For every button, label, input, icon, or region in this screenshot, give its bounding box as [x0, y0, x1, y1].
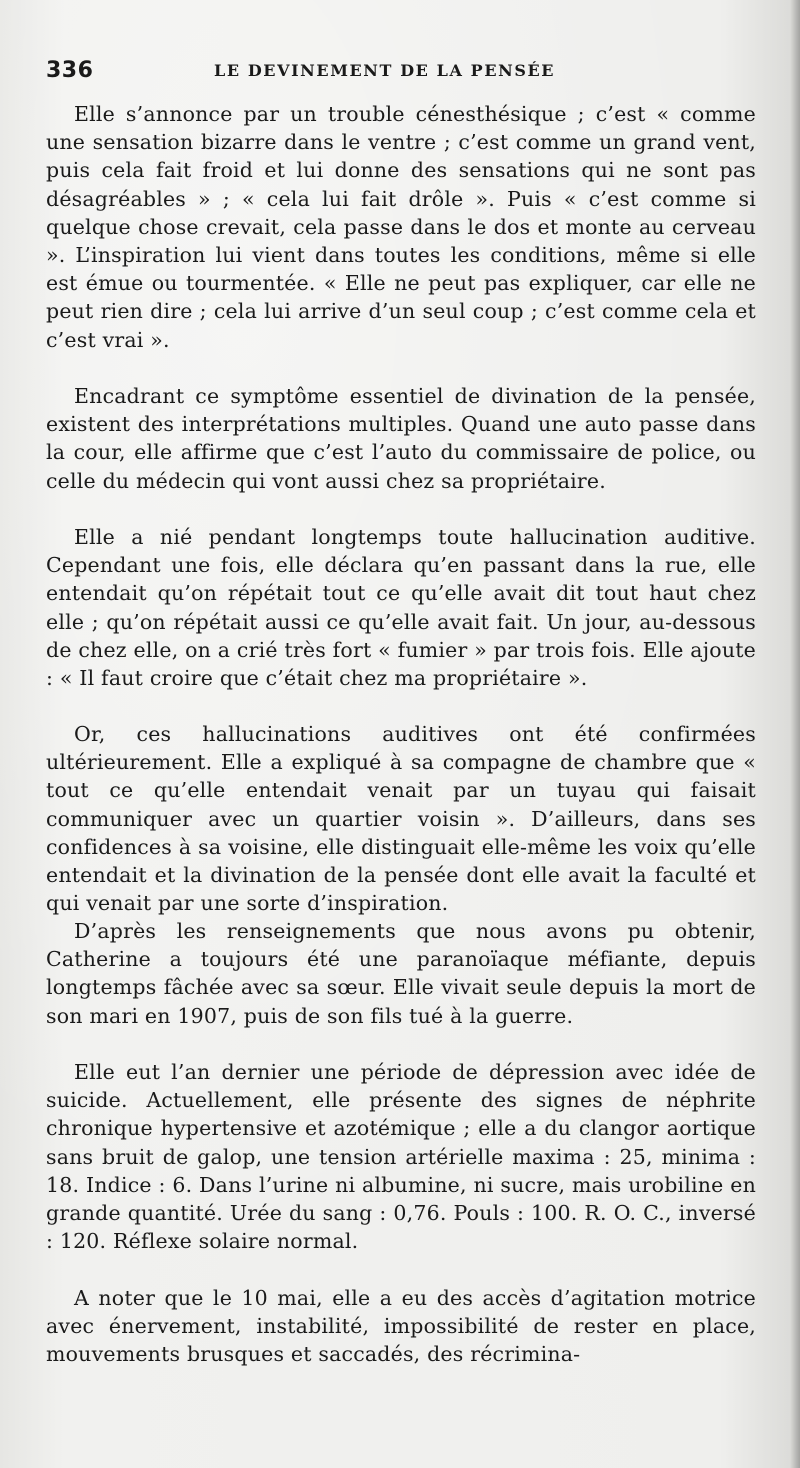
body-text: [46, 100, 756, 1369]
paragraph-interpretations: Encadrant ce symptôme essentiel de divination de la pensée, existent des interprétations multiples. Quand une auto passe dans la cour, elle affirme que c’est l’auto du commissaire de police, ou celle du médecin qui vont aussi chez sa propriétaire.: [46, 384, 756, 493]
page-header: [46, 58, 756, 88]
running-title: LE DEVINEMENT DE LA PENSÉE: [214, 61, 556, 80]
paragraph-hallucinations: Elle a nié pendant longtemps toute hallucination auditive. Cependant une fois, elle déclara qu’en passant dans la rue, elle entendait qu’on répétait tout ce qu’elle avait dit tout haut chez elle ; qu’on répétait aussi ce qu’elle avait fait. Un jour, au-dessous de chez elle, on a crié très fort « fumier » par trois fois. Elle ajoute : « Il faut croire que c’était chez ma propriétaire ».: [46, 525, 756, 691]
paragraph-history: D’après les renseignements que nous avons pu obtenir, Catherine a toujours été une paranoïaque méfiante, depuis longtemps fâchée avec sa sœur. Elle vivait seule depuis la mort de son mari en 1907, puis de son fils tué à la guerre.: [46, 919, 756, 1028]
paragraph-confirmation: Or, ces hallucinations auditives ont été confirmées ultérieurement. Elle a expliqué à sa compagne de chambre que « tout ce qu’elle entendait venait par un tuyau qui faisait communiquer avec un quartier voisin ». D’ailleurs, dans ses confidences à sa voisine, elle distinguait elle-même les voix qu’elle entendait et la divination de la pensée dont elle avait la faculté et qui venait par une sorte d’inspiration.: [46, 722, 756, 916]
page-edge-shadow: [790, 0, 800, 1468]
paragraph-current-state: Elle eut l’an dernier une période de dépression avec idée de suicide. Actuellement, elle présente des signes de néphrite chronique hypertensive et azotémique ; elle a du clangor aortique sans bruit de galop, une tension artérielle maxima : 25, minima : 18. Indice : 6. Dans l’urine ni albumine, ni sucre, mais urobiline en grande quantité. Urée du sang : 0,76. Pouls : 100. R. O. C., inversé : 120. Réflexe solaire normal.: [46, 1060, 756, 1254]
paragraph-agitation: A noter que le 10 mai, elle a eu des accès d’agitation motrice avec énervement, instabilité, impossibilité de rester en place, mouvements brusques et saccadés, des récrimina-: [46, 1286, 756, 1367]
paragraph-onset: Elle s’annonce par un trouble cénesthésique ; c’est « comme une sensation bizarre dans le ventre ; c’est comme un grand vent, puis cela fait froid et lui donne des sensations qui ne sont pas désagréables » ; « cela lui fait drôle ». Puis « c’est comme si quelque chose crevait, cela passe dans le dos et monte au cerveau ». L’inspiration lui vient dans toutes les conditions, même si elle est émue ou tourmentée. « Elle ne peut pas expliquer, car elle ne peut rien dire ; cela lui arrive d’un seul coup ; c’est comme cela et c’est vrai ».: [46, 102, 756, 352]
page-number: 336: [46, 58, 94, 83]
